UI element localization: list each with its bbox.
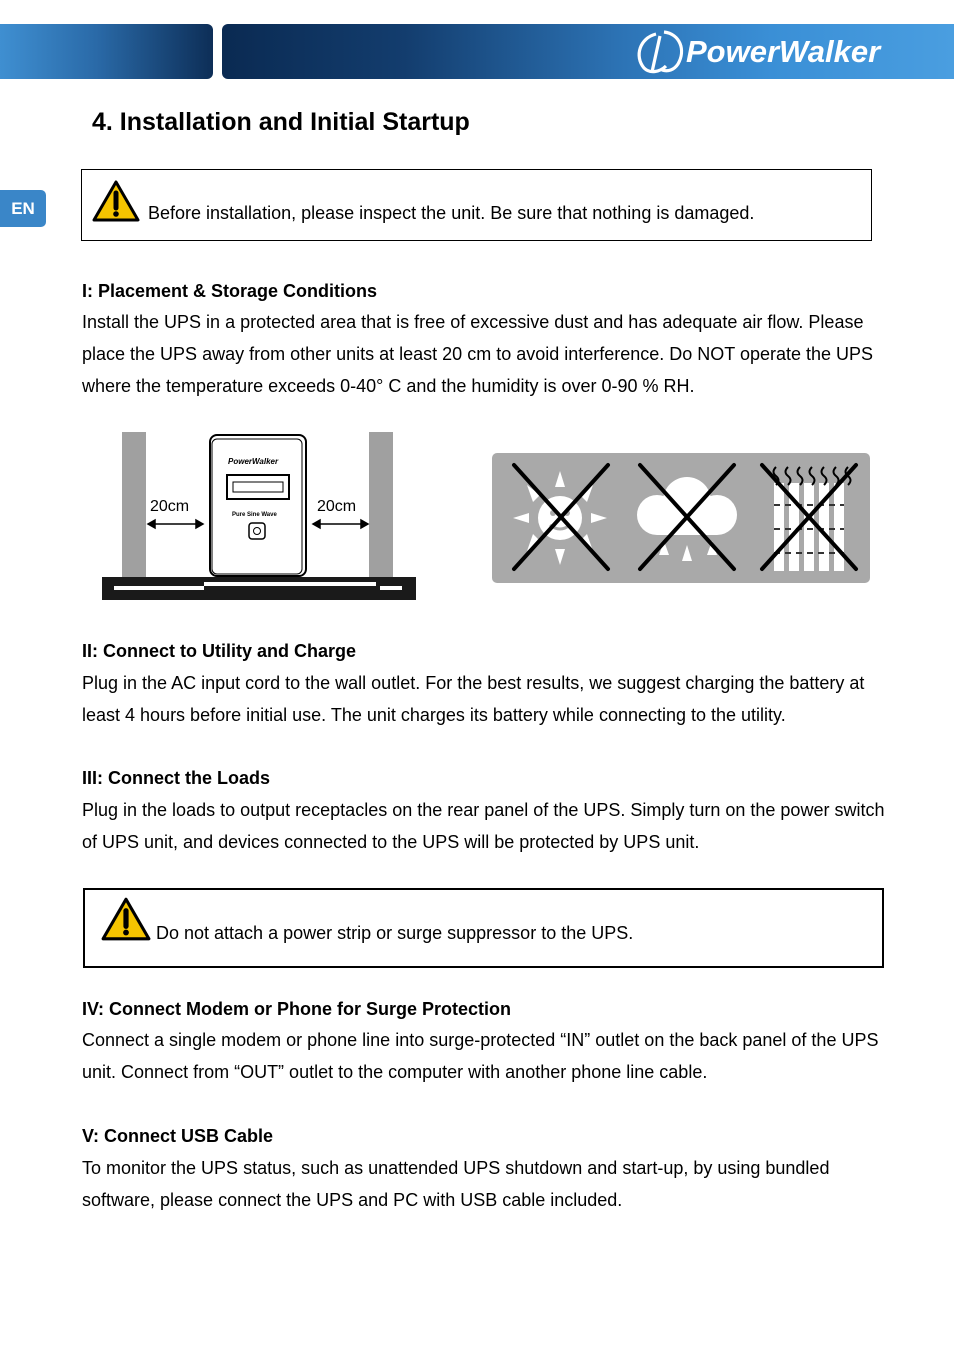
- warning-triangle-icon: [91, 179, 141, 228]
- forbidden-conditions-panel: [492, 453, 870, 583]
- warning-text-power-strip: Do not attach a power strip or surge suppressor to the UPS.: [156, 923, 634, 943]
- page-title: 4. Installation and Initial Startup: [92, 108, 470, 136]
- section-text-utility: Plug in the AC input cord to the wall outlet. For the best results, we suggest charging the battery at least 4 hours before initial use. The unit charges its battery while connecting to the utility.: [82, 673, 865, 725]
- right-clearance-label: 20cm: [317, 498, 357, 515]
- ups-brand-label: PowerWalker: [228, 457, 279, 466]
- language-tab[interactable]: EN: [0, 190, 46, 227]
- section-heading-placement: I: Placement & Storage Conditions: [82, 281, 378, 301]
- svg-text:PowerWalker: PowerWalker: [686, 34, 881, 69]
- warning-box-power-strip: [83, 888, 884, 968]
- left-clearance-label: 20cm: [150, 498, 190, 515]
- section-text-loads: Plug in the loads to output receptacles on the rear panel of the UPS. Simply turn on the power switch of UPS unit, and devices connected to the UPS will be protected by UPS unit.: [82, 800, 885, 852]
- section-heading-modem: IV: Connect Modem or Phone for Surge Protection: [82, 999, 512, 1019]
- section-heading-loads: III: Connect the Loads: [82, 768, 271, 788]
- warning-text-inspect: Before installation, please inspect the unit. Be sure that nothing is damaged.: [148, 203, 755, 223]
- section-text-usb: To monitor the UPS status, such as unattended UPS shutdown and start-up, by using bundled software, please connect the UPS and PC with USB cable included.: [82, 1158, 830, 1210]
- section-heading-usb: V: Connect USB Cable: [82, 1126, 274, 1146]
- section-heading-utility: II: Connect to Utility and Charge: [82, 641, 357, 661]
- powerwalker-logo: [630, 26, 946, 78]
- header-band-left: [0, 24, 213, 79]
- warning-box-inspect: [81, 169, 872, 241]
- section-text-modem: Connect a single modem or phone line into surge-protected “IN” outlet on the back panel of the UPS unit. Connect from “OUT” outlet to the computer with another phone line cable.: [82, 1030, 879, 1082]
- ups-model-label: Pure Sine Wave: [232, 512, 277, 518]
- placement-clearance-diagram: [100, 430, 418, 602]
- warning-triangle-icon: [100, 896, 152, 947]
- section-text-placement: Install the UPS in a protected area that is free of excessive dust and has adequate air flow. Please place the UPS away from other units at least 20 cm to avoid interference. Do NOT operate the UPS where the temperature exceeds 0-40° C and the humidity is over 0-90 % RH.: [82, 312, 874, 396]
